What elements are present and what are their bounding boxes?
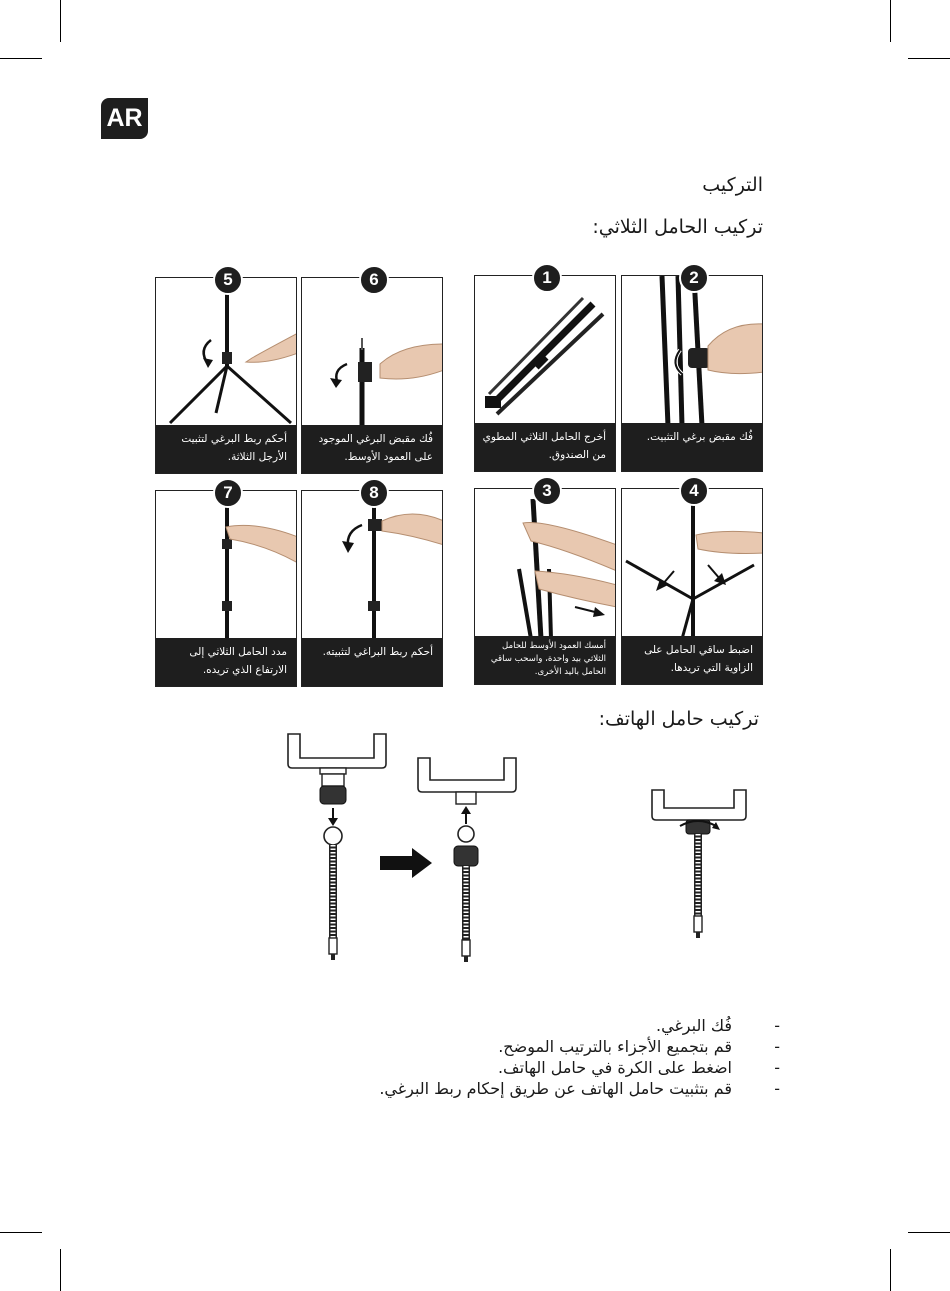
step-6-panel xyxy=(301,277,443,474)
step-5-number: 5 xyxy=(213,265,243,295)
step-2-caption: فُك مقبض برغي التثبيت. xyxy=(622,423,762,471)
lock-knob-illustration xyxy=(622,276,763,426)
step-1-number: 1 xyxy=(532,263,562,293)
phone-clamp-separated xyxy=(288,734,386,960)
crop-mark xyxy=(0,58,42,59)
phone-clamp-ball-inserted xyxy=(418,758,516,962)
folded-tripod-illustration xyxy=(475,276,616,426)
crop-mark xyxy=(890,1249,891,1291)
step-5-caption: أحكم ربط البرغي لتثبيت الأرجل الثلاثة. xyxy=(156,425,296,473)
phone-holder-heading: تركيب حامل الهاتف: xyxy=(598,708,759,730)
step-2-number: 2 xyxy=(679,263,709,293)
language-badge: AR xyxy=(101,98,148,139)
crop-mark xyxy=(0,1232,42,1233)
list-item: - اضغط على الكرة في حامل الهاتف. xyxy=(497,1058,780,1077)
phone-clamp-assembled xyxy=(652,790,746,938)
step-8-panel xyxy=(301,490,443,687)
step-3-panel xyxy=(474,488,616,685)
phone-holder-instructions xyxy=(379,1015,780,1099)
step-7-panel xyxy=(155,490,297,687)
crop-mark xyxy=(60,0,61,42)
extend-column-illustration xyxy=(156,491,297,641)
step-5-panel xyxy=(155,277,297,474)
step-7-number: 7 xyxy=(213,478,243,508)
step-6-number: 6 xyxy=(359,265,389,295)
tripod-heading: تركيب الحامل الثلاثي: xyxy=(592,216,763,238)
step-3-caption: أمسك العمود الأوسط للحامل الثلاثي بيد واحدة، واسحب ساقي الحامل باليد الأخرى. xyxy=(475,636,615,684)
phone-holder-diagram xyxy=(280,728,780,968)
step-4-number: 4 xyxy=(679,476,709,506)
step-3-number: 3 xyxy=(532,476,562,506)
crop-mark xyxy=(890,0,891,42)
list-item: - قم بتثبيت حامل الهاتف عن طريق إحكام ربط البرغي. xyxy=(379,1079,780,1098)
tighten-knobs-illustration xyxy=(302,491,443,641)
step-4-caption: اضبط ساقي الحامل على الزاوية التي تريدها. xyxy=(622,636,762,684)
step-1-caption: أخرج الحامل الثلاثي المطوي من الصندوق. xyxy=(475,423,615,471)
crop-mark xyxy=(908,1232,950,1233)
step-4-panel xyxy=(621,488,763,685)
crop-mark xyxy=(908,58,950,59)
next-step-arrow-icon xyxy=(380,848,432,878)
step-7-caption: مدد الحامل الثلاثي إلى الارتفاع الذي تريده. xyxy=(156,638,296,686)
step-2-panel xyxy=(621,275,763,472)
list-item: - قم بتجميع الأجزاء بالترتيب الموضح. xyxy=(498,1037,780,1056)
page-title: التركيب xyxy=(702,174,763,196)
step-8-number: 8 xyxy=(359,478,389,508)
center-column-illustration xyxy=(302,278,443,428)
step-8-caption: أحكم ربط البراغي لتثبيته. xyxy=(302,638,442,686)
pull-legs-illustration xyxy=(475,489,616,639)
list-item: - فُك البرغي. xyxy=(656,1016,780,1035)
crop-mark xyxy=(60,1249,61,1291)
tripod-legs-illustration xyxy=(156,278,297,428)
step-1-panel xyxy=(474,275,616,472)
step-6-caption: فُك مقبض البرغي الموجود على العمود الأوسط. xyxy=(302,425,442,473)
adjust-legs-illustration xyxy=(622,489,763,639)
